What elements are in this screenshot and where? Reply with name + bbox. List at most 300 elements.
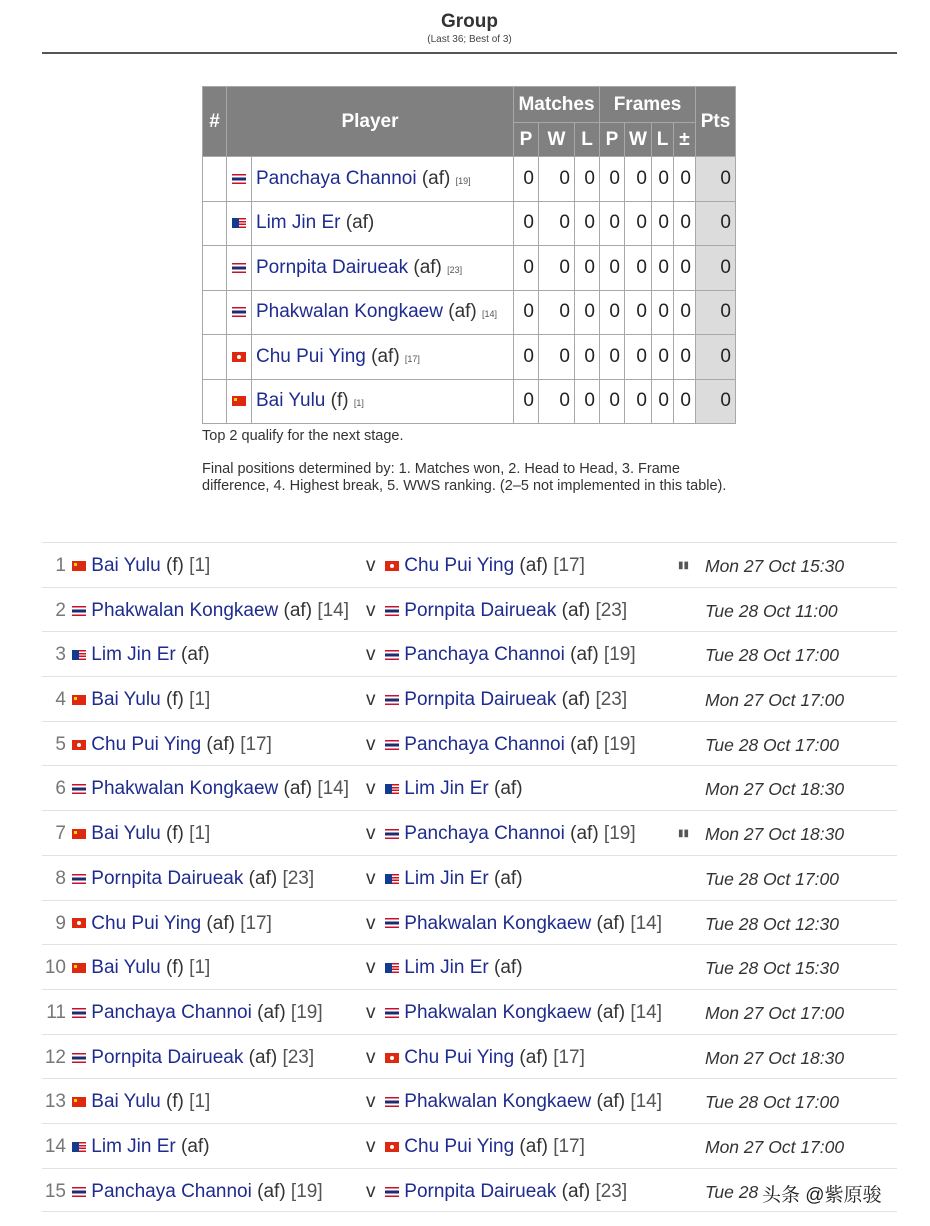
match-player-1 [72, 957, 210, 979]
stat-fl: 0 [652, 335, 674, 380]
stat-fd: 0 [674, 290, 696, 335]
versus-label: v [366, 1135, 376, 1157]
player-status-tag: (af) [206, 912, 235, 934]
stat-fp: 0 [600, 157, 625, 202]
match-datetime: Mon 27 Oct 18:30 [705, 779, 845, 800]
match-row [42, 1034, 897, 1079]
match-player-2 [385, 823, 636, 845]
player-status-tag: (af) [421, 167, 451, 189]
stat-mw: 0 [539, 335, 575, 380]
player-status-tag: (af) [596, 1001, 626, 1023]
match-number: 2 [55, 599, 66, 621]
cn-flag-icon [72, 695, 86, 705]
versus-label: v [366, 778, 376, 800]
stat-mp: 0 [514, 246, 539, 291]
player-name-link[interactable]: Bai Yulu [91, 823, 161, 845]
player-name-link[interactable]: Bai Yulu [256, 390, 326, 412]
standings-row [203, 157, 736, 202]
row-rank [203, 290, 227, 335]
player-status-tag: (af) [494, 778, 523, 800]
col-pts-header: Pts [696, 87, 736, 157]
stat-mw: 0 [539, 201, 575, 246]
th-flag-icon [385, 1187, 399, 1197]
stat-pts: 0 [696, 335, 736, 380]
stat-fl: 0 [652, 201, 674, 246]
cn-flag-icon [72, 963, 86, 973]
versus-label: v [366, 1091, 376, 1113]
match-number: 6 [55, 778, 66, 800]
stat-mw: 0 [539, 379, 575, 424]
player-seed: [17] [240, 733, 272, 755]
player-seed: [23] [282, 1046, 315, 1068]
player-status-tag: (af) [181, 1135, 210, 1157]
stat-fp: 0 [600, 246, 625, 291]
match-player-2 [385, 1047, 585, 1069]
player-name-link[interactable]: Bai Yulu [91, 1091, 161, 1113]
stat-pts: 0 [696, 157, 736, 202]
th-flag-icon [232, 174, 246, 184]
player-name-link[interactable]: Phakwalan Kongkaew [91, 599, 279, 621]
stat-pts: 0 [696, 379, 736, 424]
match-list [42, 542, 897, 1212]
col-frames-won: W [625, 123, 652, 157]
row-player [252, 201, 514, 246]
my-flag-icon [72, 650, 86, 660]
player-status-tag: (f) [165, 957, 184, 979]
row-flag-cell [227, 379, 252, 424]
match-row [42, 587, 897, 632]
th-flag-icon [72, 1187, 86, 1197]
my-flag-icon [232, 218, 246, 228]
versus-label: v [366, 867, 376, 889]
player-status-tag: (f) [165, 689, 184, 711]
match-datetime: Mon 27 Oct 18:30 [705, 824, 845, 845]
player-status-tag: (af) [570, 644, 599, 666]
match-row [42, 721, 897, 766]
player-status-tag: (af) [596, 912, 626, 934]
stat-mp: 0 [514, 290, 539, 335]
stat-fw: 0 [625, 246, 652, 291]
tv-broadcast-icon: ▮▮ [678, 560, 690, 571]
player-status-tag: (af) [248, 1046, 278, 1068]
col-frames-header: Frames [600, 87, 696, 123]
stat-fw: 0 [625, 201, 652, 246]
col-player-header: Player [227, 87, 514, 157]
stat-fw: 0 [625, 290, 652, 335]
match-player-1 [72, 1136, 210, 1158]
match-datetime: Tue 28 Oct 12:30 [705, 913, 839, 934]
player-status-tag: (f) [330, 390, 349, 412]
player-name-link[interactable]: Pornpita Dairueak [404, 599, 557, 621]
match-datetime: Mon 27 Oct 17:00 [705, 1002, 845, 1023]
hk-flag-icon [385, 1142, 399, 1152]
match-row [42, 855, 897, 900]
player-status-tag: (af) [448, 301, 477, 323]
player-seed: [14] [630, 1001, 663, 1023]
match-player-2 [385, 778, 523, 800]
standings-row [203, 246, 736, 291]
player-name-link[interactable]: Chu Pui Ying [404, 1135, 515, 1157]
match-datetime: Tue 28 Oct 15:30 [705, 958, 839, 979]
versus-label: v [366, 823, 376, 845]
player-seed: [1] [189, 555, 211, 576]
th-flag-icon [385, 650, 399, 660]
th-flag-icon [72, 874, 86, 884]
my-flag-icon [72, 1142, 86, 1152]
match-row [42, 900, 897, 945]
match-number: 1 [55, 555, 66, 576]
player-status-tag: (af) [561, 689, 591, 711]
player-name-link[interactable]: Lim Jin Er [91, 644, 176, 666]
match-number: 8 [55, 867, 66, 889]
stat-fp: 0 [600, 290, 625, 335]
match-player-2 [385, 644, 636, 666]
versus-label: v [366, 599, 376, 621]
match-datetime: Tue 28 Oct 11:00 [705, 600, 838, 621]
player-name-link[interactable]: Lim Jin Er [404, 867, 489, 889]
match-row [42, 944, 897, 989]
match-player-2 [385, 1091, 662, 1113]
page-subtitle: (Last 36; Best of 3) [427, 34, 512, 45]
match-player-1 [72, 689, 210, 711]
hk-flag-icon [385, 561, 399, 571]
col-frames-lost: L [652, 123, 674, 157]
match-player-2 [385, 555, 585, 577]
match-row [42, 1078, 897, 1123]
player-seed: [19] [603, 823, 636, 845]
match-player-1 [72, 644, 210, 666]
stat-pts: 0 [696, 290, 736, 335]
stat-ml: 0 [575, 157, 600, 202]
player-seed: [14] [317, 599, 350, 621]
match-row [42, 989, 897, 1034]
stat-fp: 0 [600, 335, 625, 380]
versus-label: v [366, 689, 376, 711]
player-name-link[interactable]: Phakwalan Kongkaew [404, 1091, 592, 1113]
match-player-2 [385, 1136, 585, 1158]
player-name-link[interactable]: Panchaya Channoi [404, 644, 565, 666]
player-status-tag: (f) [165, 1091, 184, 1113]
player-status-tag: (af) [248, 867, 278, 889]
player-status-tag: (af) [206, 733, 235, 755]
stat-fd: 0 [674, 157, 696, 202]
match-player-1 [72, 1002, 323, 1024]
player-name-link[interactable]: Phakwalan Kongkaew [256, 301, 443, 323]
stat-pts: 0 [696, 201, 736, 246]
match-player-1 [72, 913, 272, 935]
versus-label: v [366, 912, 376, 934]
player-name-link[interactable]: Chu Pui Ying [91, 733, 202, 755]
match-player-1 [72, 778, 349, 800]
my-flag-icon [385, 784, 399, 794]
player-name-link[interactable]: Panchaya Channoi [404, 733, 565, 755]
match-player-2 [385, 600, 627, 622]
player-status-tag: (af) [494, 867, 523, 889]
player-seed: [23] [595, 1180, 628, 1202]
match-datetime: Tue 28 Oct 17:00 [705, 645, 839, 666]
versus-label: v [366, 644, 376, 666]
standings-table [202, 86, 736, 424]
match-player-1 [72, 1181, 323, 1203]
player-name-link[interactable]: Lim Jin Er [404, 957, 489, 979]
row-rank [203, 246, 227, 291]
row-rank [203, 379, 227, 424]
player-seed: [1] [189, 957, 211, 979]
stat-fd: 0 [674, 335, 696, 380]
player-status-tag: (af) [283, 778, 313, 800]
match-number: 15 [44, 1180, 66, 1202]
th-flag-icon [385, 740, 399, 750]
th-flag-icon [385, 1097, 399, 1107]
stat-fw: 0 [625, 335, 652, 380]
match-player-1 [72, 600, 349, 622]
stat-fd: 0 [674, 246, 696, 291]
player-status-tag: (af) [413, 256, 442, 278]
th-flag-icon [385, 829, 399, 839]
player-seed: [23] [447, 264, 463, 275]
match-player-2 [385, 913, 662, 935]
match-number: 10 [44, 957, 66, 979]
player-seed: [1] [353, 398, 364, 409]
player-seed: [17] [553, 555, 585, 576]
match-row [42, 1123, 897, 1168]
stat-mw: 0 [539, 290, 575, 335]
player-name-link[interactable]: Chu Pui Ying [256, 345, 366, 367]
player-name-link[interactable]: Panchaya Channoi [404, 823, 565, 845]
versus-label: v [366, 733, 376, 755]
col-matches-played: P [514, 123, 539, 157]
player-seed: [19] [603, 733, 636, 755]
player-seed: [19] [603, 644, 636, 666]
col-rank-header: # [203, 87, 227, 157]
match-player-2 [385, 1002, 662, 1024]
stat-mw: 0 [539, 157, 575, 202]
tiebreak-note: Final positions determined by: 1. Matches won, 2. Head to Head, 3. Frame difference, 4. Highest break, 5. WWS ranking. (2–5 not implemented in this table). [202, 461, 727, 494]
player-name-link[interactable]: Pornpita Dairueak [404, 1180, 557, 1202]
player-name-link[interactable]: Chu Pui Ying [404, 555, 515, 576]
player-name-link[interactable]: Bai Yulu [91, 555, 161, 576]
player-seed: [17] [553, 1135, 585, 1157]
match-row [42, 765, 897, 810]
player-seed: [17] [404, 353, 420, 364]
col-matches-won: W [539, 123, 575, 157]
hk-flag-icon [72, 918, 86, 928]
player-name-link[interactable]: Phakwalan Kongkaew [404, 1001, 592, 1023]
player-seed: [14] [630, 1091, 663, 1113]
hk-flag-icon [385, 1053, 399, 1063]
versus-label: v [366, 1046, 376, 1068]
player-status-tag: (af) [519, 555, 548, 576]
match-number: 11 [46, 1001, 66, 1023]
player-seed: [23] [595, 689, 628, 711]
match-player-1 [72, 734, 272, 756]
th-flag-icon [385, 918, 399, 928]
player-name-link[interactable]: Bai Yulu [91, 689, 161, 711]
col-frame-diff: ± [674, 123, 696, 157]
row-rank [203, 335, 227, 380]
player-status-tag: (af) [561, 599, 591, 621]
cn-flag-icon [232, 396, 246, 406]
match-player-2 [385, 1181, 627, 1203]
player-name-link[interactable]: Lim Jin Er [91, 1135, 176, 1157]
stat-fd: 0 [674, 379, 696, 424]
match-datetime: Tue 28 Oct 17:00 [705, 1092, 839, 1113]
player-seed: [19] [290, 1001, 323, 1023]
th-flag-icon [385, 606, 399, 616]
match-player-2 [385, 689, 627, 711]
hk-flag-icon [232, 352, 246, 362]
row-flag-cell [227, 201, 252, 246]
match-row [42, 542, 897, 587]
match-row [42, 810, 897, 855]
stat-mw: 0 [539, 246, 575, 291]
match-datetime: Tue 28 [705, 1181, 759, 1202]
row-flag-cell [227, 157, 252, 202]
player-name-link[interactable]: Chu Pui Ying [91, 912, 202, 934]
row-flag-cell [227, 335, 252, 380]
stat-ml: 0 [575, 290, 600, 335]
row-player [252, 246, 514, 291]
player-seed: [1] [189, 689, 211, 711]
player-status-tag: (af) [371, 345, 400, 367]
stat-mp: 0 [514, 335, 539, 380]
player-name-link[interactable]: Pornpita Dairueak [404, 689, 557, 711]
player-status-tag: (af) [519, 1135, 548, 1157]
player-seed: [14] [630, 912, 663, 934]
tv-broadcast-icon: ▮▮ [678, 828, 690, 840]
match-row [42, 676, 897, 721]
player-status-tag: (af) [519, 1046, 548, 1068]
watermark: 头条 @紫原骏 [762, 1180, 882, 1207]
page-title: Group [441, 11, 498, 32]
match-player-2 [385, 734, 636, 756]
match-number: 12 [44, 1046, 66, 1068]
stat-mp: 0 [514, 157, 539, 202]
player-seed: [23] [282, 867, 315, 889]
standings-row [203, 335, 736, 380]
match-player-1 [72, 555, 210, 577]
player-seed: [14] [482, 309, 498, 320]
stat-ml: 0 [575, 335, 600, 380]
player-name-link[interactable]: Pornpita Dairueak [91, 867, 244, 889]
match-number: 5 [55, 733, 66, 755]
stat-fw: 0 [625, 379, 652, 424]
player-status-tag: (af) [596, 1091, 626, 1113]
player-seed: [17] [553, 1046, 585, 1068]
my-flag-icon [385, 874, 399, 884]
versus-label: v [366, 1180, 376, 1202]
match-player-1 [72, 1091, 210, 1113]
player-name-link[interactable]: Phakwalan Kongkaew [91, 778, 279, 800]
match-player-1 [72, 1047, 314, 1069]
match-number: 13 [44, 1091, 66, 1113]
stat-fp: 0 [600, 379, 625, 424]
th-flag-icon [72, 606, 86, 616]
player-status-tag: (af) [257, 1001, 286, 1023]
match-datetime: Mon 27 Oct 18:30 [705, 1047, 845, 1068]
standings-notes [202, 428, 742, 511]
row-flag-cell [227, 246, 252, 291]
col-matches-lost: L [575, 123, 600, 157]
player-status-tag: (af) [570, 733, 599, 755]
row-player [252, 379, 514, 424]
player-name-link[interactable]: Panchaya Channoi [256, 167, 417, 189]
player-seed: [19] [455, 175, 471, 186]
row-player [252, 157, 514, 202]
hk-flag-icon [72, 740, 86, 750]
versus-label: v [366, 555, 376, 576]
th-flag-icon [385, 695, 399, 705]
col-frames-played: P [600, 123, 625, 157]
player-name-link[interactable]: Lim Jin Er [256, 212, 341, 234]
row-rank [203, 157, 227, 202]
stat-pts: 0 [696, 246, 736, 291]
versus-label: v [366, 957, 376, 979]
match-player-1 [72, 868, 314, 890]
col-matches-header: Matches [514, 87, 600, 123]
stat-fd: 0 [674, 201, 696, 246]
standings-row [203, 290, 736, 335]
player-name-link[interactable]: Phakwalan Kongkaew [404, 912, 592, 934]
match-number: 3 [55, 644, 66, 666]
player-status-tag: (af) [494, 957, 523, 979]
player-status-tag: (af) [561, 1180, 591, 1202]
player-status-tag: (f) [165, 823, 184, 845]
match-datetime: Mon 27 Oct 17:00 [705, 1136, 845, 1157]
stat-fl: 0 [652, 246, 674, 291]
row-rank [203, 201, 227, 246]
player-seed: [14] [317, 778, 350, 800]
player-name-link[interactable]: Pornpita Dairueak [256, 256, 409, 278]
match-row [42, 631, 897, 676]
stat-fl: 0 [652, 379, 674, 424]
stat-mp: 0 [514, 379, 539, 424]
standings-row [203, 379, 736, 424]
player-seed: [23] [595, 599, 628, 621]
player-seed: [17] [240, 912, 272, 934]
player-name-link[interactable]: Panchaya Channoi [91, 1180, 252, 1202]
match-number: 14 [44, 1135, 66, 1157]
stat-ml: 0 [575, 246, 600, 291]
match-datetime: Tue 28 Oct 17:00 [705, 868, 839, 889]
match-datetime: Tue 28 Oct 17:00 [705, 734, 839, 755]
player-seed: [1] [189, 1091, 211, 1113]
player-name-link[interactable]: Pornpita Dairueak [91, 1046, 244, 1068]
cn-flag-icon [72, 1097, 86, 1107]
match-player-2 [385, 868, 523, 890]
match-player-2 [385, 957, 523, 979]
match-datetime: Mon 27 Oct 15:30 [705, 556, 845, 576]
player-status-tag: (af) [257, 1180, 286, 1202]
stat-fw: 0 [625, 157, 652, 202]
stat-fl: 0 [652, 290, 674, 335]
th-flag-icon [72, 1008, 86, 1018]
versus-label: v [366, 1001, 376, 1023]
player-seed: [1] [189, 823, 211, 845]
stat-ml: 0 [575, 201, 600, 246]
player-name-link[interactable]: Chu Pui Ying [404, 1046, 515, 1068]
player-name-link[interactable]: Panchaya Channoi [91, 1001, 252, 1023]
stat-mp: 0 [514, 201, 539, 246]
stat-fl: 0 [652, 157, 674, 202]
match-datetime: Mon 27 Oct 17:00 [705, 690, 845, 711]
player-name-link[interactable]: Lim Jin Er [404, 778, 489, 800]
cn-flag-icon [72, 829, 86, 839]
player-status-tag: (af) [570, 823, 599, 845]
player-name-link[interactable]: Bai Yulu [91, 957, 161, 979]
player-seed: [19] [290, 1180, 323, 1202]
row-flag-cell [227, 290, 252, 335]
